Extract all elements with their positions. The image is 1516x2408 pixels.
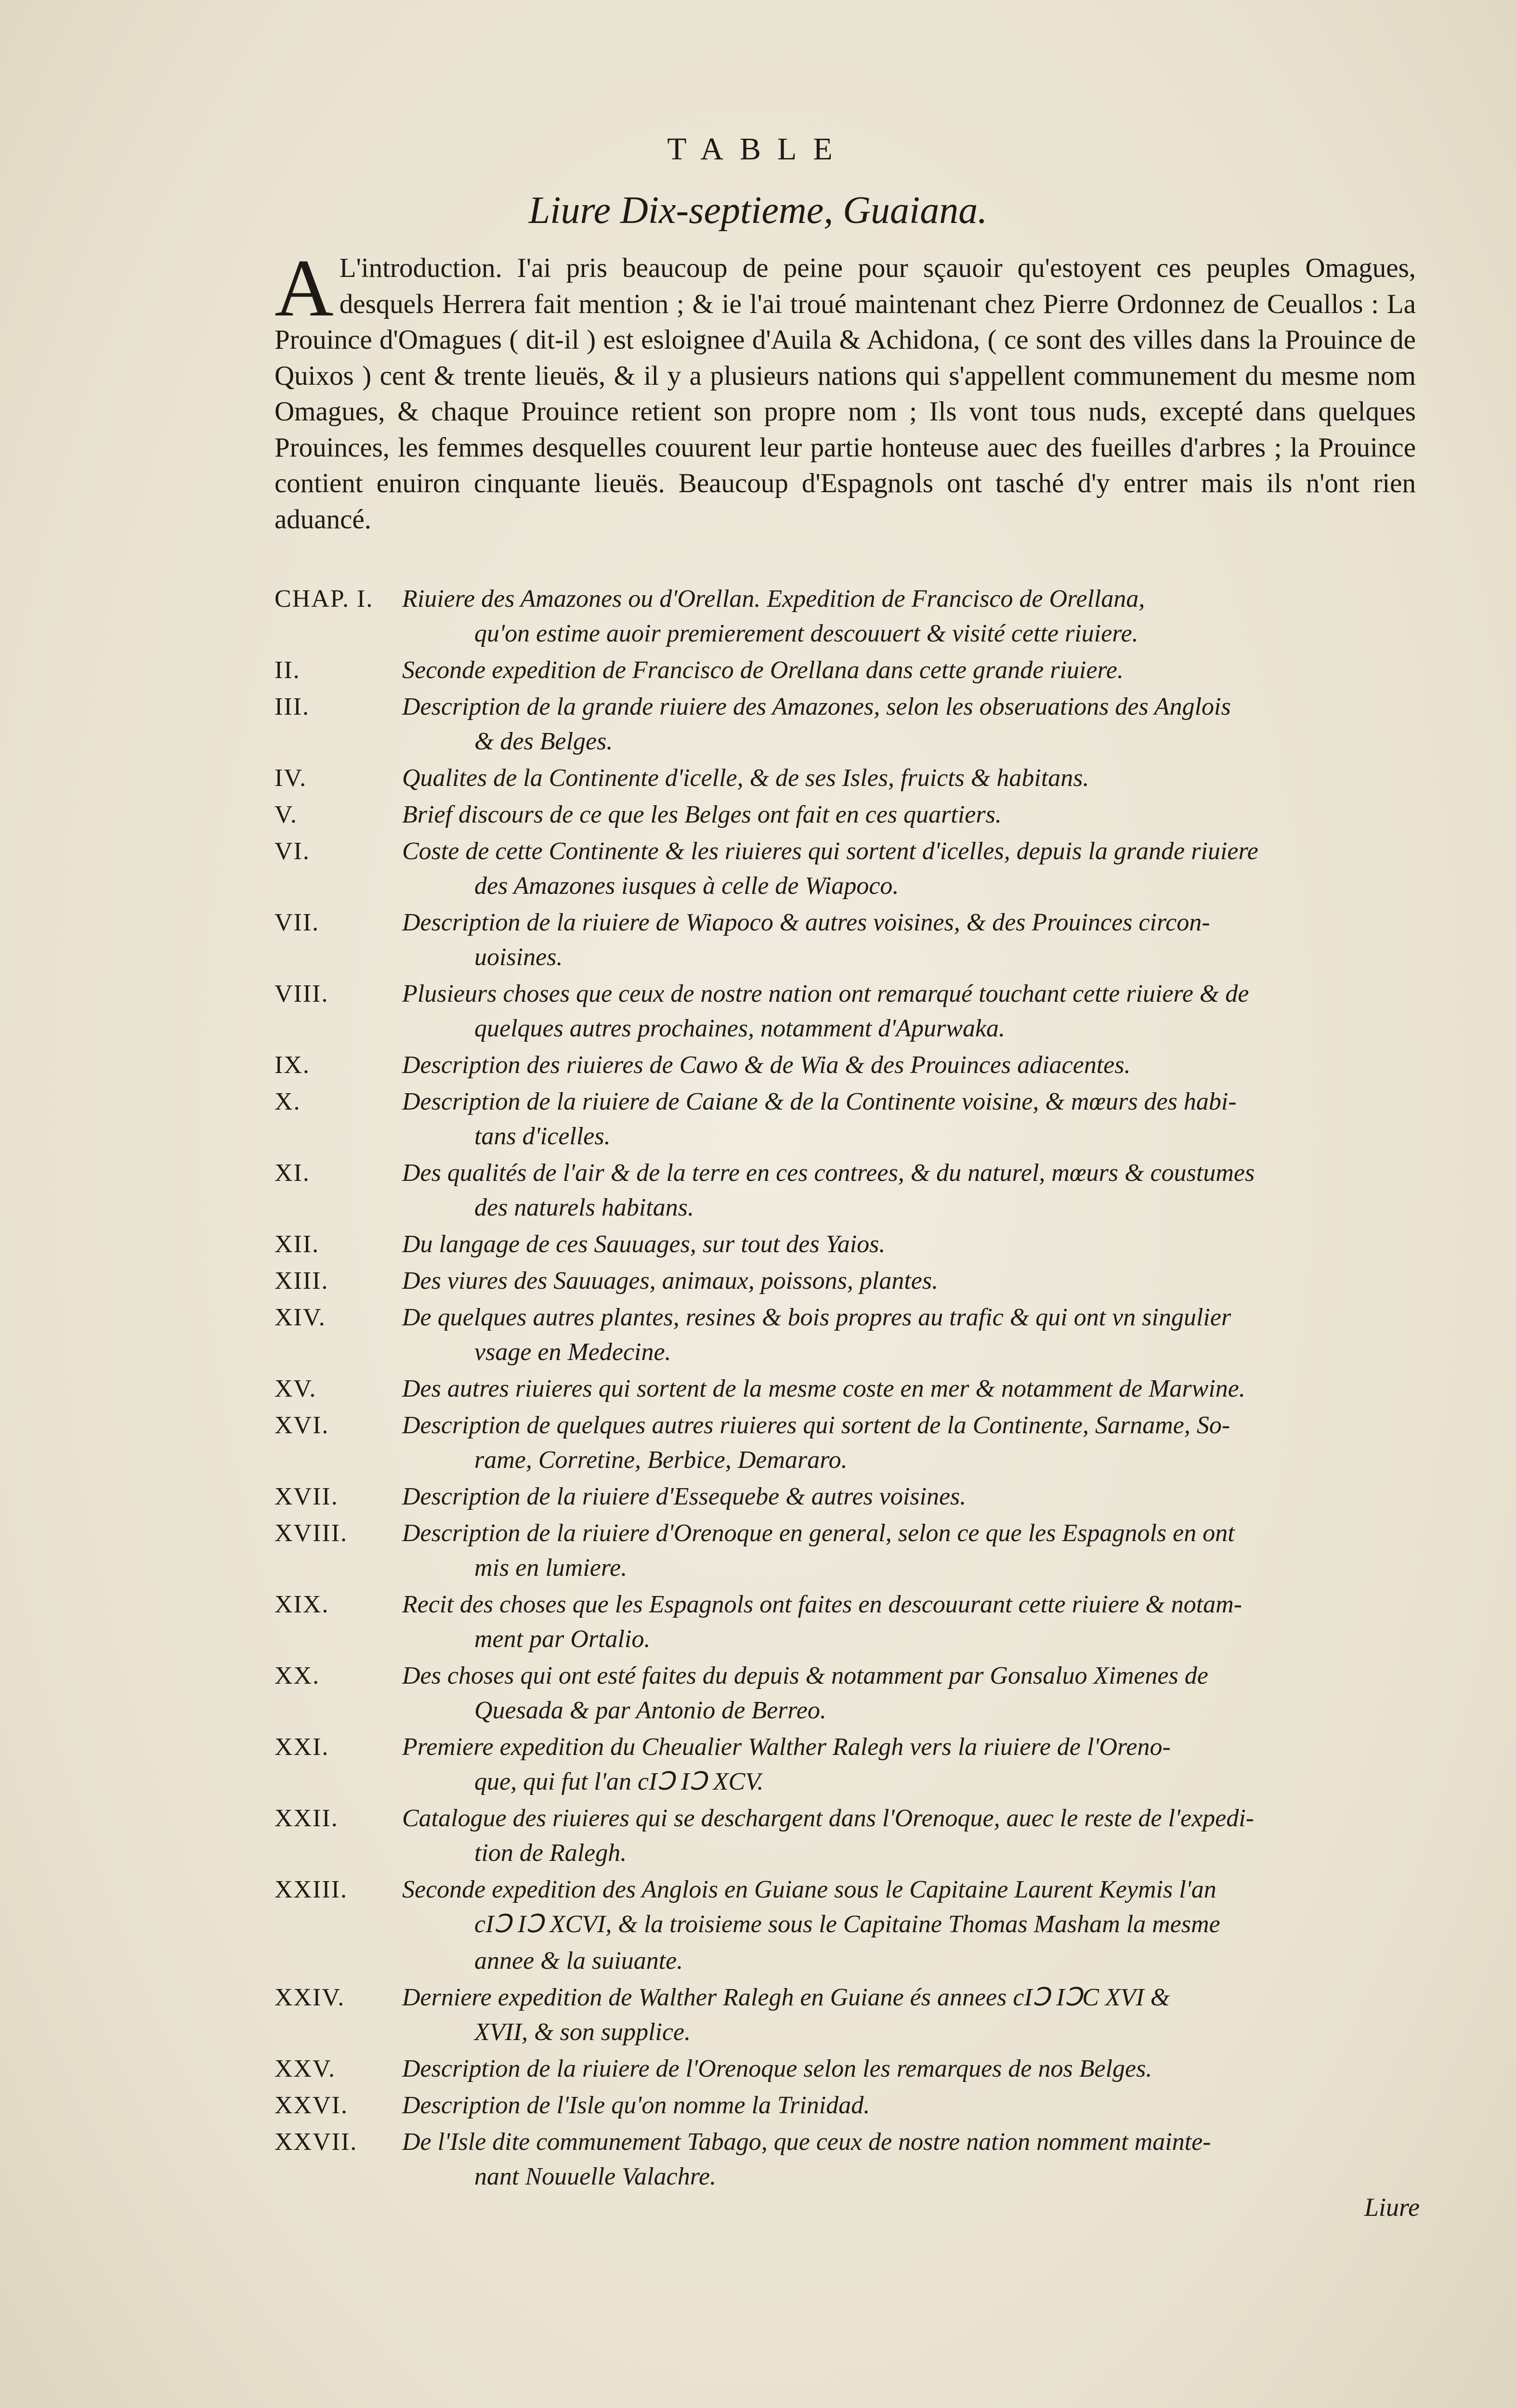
chapter-title-line: Des viures des Sauuages, animaux, poissons, plantes. xyxy=(402,1267,939,1295)
chapter-number: XIII. xyxy=(274,1267,329,1295)
chapter-number: IX. xyxy=(274,1051,310,1079)
chapter-number: IV. xyxy=(274,764,307,792)
chapter-number: XIV. xyxy=(274,1304,326,1331)
chapter-title-line: Brief discours de ce que les Belges ont fait en ces quartiers. xyxy=(402,801,1002,828)
chapter-number: XXVI. xyxy=(274,2092,348,2119)
chapter-number: VIII. xyxy=(274,980,329,1008)
chapter-title-continuation: des Amazones iusques à celle de Wiapoco. xyxy=(474,872,899,900)
chapter-title-line: Plusieurs choses que ceux de nostre nation ont remarqué touchant cette riuiere & de xyxy=(402,980,1249,1008)
chapter-number: XIX. xyxy=(274,1591,329,1618)
chapter-entry xyxy=(274,1801,1416,1871)
chapter-entry xyxy=(274,1980,1416,2050)
chapter-title-line: Description de la riuiere de Caiane & de la Continente voisine, & mœurs des habi- xyxy=(402,1088,1237,1115)
chapter-number: CHAP. I. xyxy=(274,585,374,613)
introduction-text: L'introduction. I'ai pris beaucoup de peine pour sçauoir qu'estoyent ces peuples Omagues, desquels Herrera fait mention ; & ie l'ai troué maintenant chez Pierre Ordonnez de Ceuallos : La Prouince d'Omagues ( dit-il ) est esloignee d'Auila & Achidona, ( ce sont des villes dans la Prouince de Quixos ) cent & trente lieuës, & il y a plusieurs nations qui s'appellent communement du mesme nom Omagues, & chaque Prouince retient son propre nom ; Ils vont tous nuds, excepté dans quelques Prouinces, les femmes desquelles couurent leur partie honteuse auec des fueilles d'arbres ; la Prouince contient enuiron cinquante lieuës. Beaucoup d'Espagnols ont tasché d'y entrer mais ils n'ont rien aduancé. xyxy=(274,253,1416,535)
chapter-number: XXIII. xyxy=(274,1876,348,1903)
chapter-entry xyxy=(274,1156,1416,1225)
chapter-title-line: De l'Isle dite communement Tabago, que ceux de nostre nation nomment mainte- xyxy=(402,2128,1211,2156)
chapter-number: XI. xyxy=(274,1159,310,1187)
chapter-title-continuation: vsage en Medecine. xyxy=(474,1338,671,1366)
chapter-number: II. xyxy=(274,656,301,684)
chapter-entry xyxy=(274,2125,1416,2194)
chapter-entry xyxy=(274,1730,1416,1799)
chapter-number: XVI. xyxy=(274,1412,329,1439)
chapter-title-line: Recit des choses que les Espagnols ont faites en descouurant cette riuiere & notam- xyxy=(402,1591,1242,1618)
chapter-title-continuation: rame, Corretine, Berbice, Demararo. xyxy=(474,1446,848,1474)
chapter-number: X. xyxy=(274,1088,301,1115)
chapter-entry xyxy=(274,977,1416,1046)
chapter-title-continuation: que, qui fut l'an cIↃ IↃ XCV. xyxy=(474,1768,764,1795)
chapter-entry xyxy=(274,1372,1416,1406)
book-title: Liure Dix-septieme, Guaiana. xyxy=(528,189,988,232)
chapter-title-line: Description de la grande riuiere des Amazones, selon les obseruations des Anglois xyxy=(402,693,1231,720)
chapter-title-continuation: ment par Ortalio. xyxy=(474,1625,651,1653)
chapter-number: V. xyxy=(274,801,298,828)
chapter-entry xyxy=(274,1479,1416,1514)
chapter-title-line: Riuiere des Amazones ou d'Orellan. Expedition de Francisco de Orellana, xyxy=(402,585,1145,613)
chapter-title-continuation: cIↃ IↃ XCVI, & la troisieme sous le Capitaine Thomas Masham la mesme xyxy=(474,1911,1220,1938)
chapter-title-continuation: nant Nouuelle Valachre. xyxy=(474,2163,717,2190)
chapter-entry xyxy=(274,1408,1416,1478)
chapter-title-line: Des choses qui ont esté faites du depuis & notamment par Gonsaluo Ximenes de xyxy=(402,1662,1208,1689)
chapter-title-line: Des autres riuieres qui sortent de la mesme coste en mer & notamment de Marwine. xyxy=(402,1375,1245,1402)
chapter-title-continuation: XVII, & son supplice. xyxy=(474,2018,691,2046)
chapter-title-line: Description de quelques autres riuieres qui sortent de la Continente, Sarname, So- xyxy=(402,1412,1230,1439)
chapter-title-line: Description de l'Isle qu'on nomme la Trinidad. xyxy=(402,2092,870,2119)
chapter-title-line: Du langage de ces Sauuages, sur tout des Yaios. xyxy=(402,1230,886,1258)
chapter-entry xyxy=(274,690,1416,759)
chapter-title-continuation: Quesada & par Antonio de Berreo. xyxy=(474,1697,826,1724)
chapter-number: XV. xyxy=(274,1375,317,1402)
catchword: Liure xyxy=(1364,2193,1420,2222)
chapter-title-continuation: qu'on estime auoir premierement descouuert & visité cette riuiere. xyxy=(474,620,1138,647)
chapter-entry xyxy=(274,1872,1416,1942)
chapter-entry xyxy=(274,1659,1416,1728)
chapter-entry xyxy=(274,1227,1416,1262)
drop-cap-initial: A xyxy=(274,243,334,333)
chapter-title-line: Seconde expedition des Anglois en Guiane sous le Capitaine Laurent Keymis l'an xyxy=(402,1876,1216,1903)
chapter-entry xyxy=(274,1944,1416,1978)
chapter-title-continuation: uoisines. xyxy=(474,943,563,971)
chapter-entry xyxy=(274,798,1416,832)
chapter-title-line: Derniere expedition de Walther Ralegh en Guiane és annees cIↃ IↃC XVI & xyxy=(402,1984,1170,2011)
chapter-entry xyxy=(274,905,1416,975)
chapter-title-continuation: quelques autres prochaines, notamment d'Apurwaka. xyxy=(474,1015,1006,1042)
chapter-title-line: Coste de cette Continente & les riuieres qui sortent d'icelles, depuis la grande riuiere xyxy=(402,838,1258,865)
chapter-entry xyxy=(274,1587,1416,1657)
chapter-entry xyxy=(274,1085,1416,1154)
chapter-number: XII. xyxy=(274,1230,320,1258)
chapter-entry xyxy=(274,1300,1416,1370)
chapter-title-line: De quelques autres plantes, resines & bois propres au trafic & qui ont vn singulier xyxy=(402,1304,1231,1331)
introduction-paragraph xyxy=(274,243,1416,537)
chapter-number: XXV. xyxy=(274,2055,336,2082)
chapter-number: XXI. xyxy=(274,1733,329,1761)
chapter-entry xyxy=(274,1516,1416,1585)
chapter-entry xyxy=(274,761,1416,796)
chapter-entry xyxy=(274,834,1416,903)
chapter-title-continuation: tion de Ralegh. xyxy=(474,1839,627,1867)
chapter-title-continuation: des naturels habitans. xyxy=(474,1194,694,1221)
chapter-number: VII. xyxy=(274,909,320,936)
chapter-entry xyxy=(274,2088,1416,2123)
chapter-title-line: Catalogue des riuieres qui se deschargent dans l'Orenoque, auec le reste de l'expedi- xyxy=(402,1805,1255,1832)
chapter-entry xyxy=(274,653,1416,688)
running-head: TABLE xyxy=(667,131,849,167)
chapter-title-line: Description de la riuiere d'Orenoque en general, selon ce que les Espagnols en ont xyxy=(402,1519,1235,1547)
chapter-title-line: Description de la riuiere de Wiapoco & autres voisines, & des Prouinces circon- xyxy=(402,909,1210,936)
chapter-title-continuation: & des Belges. xyxy=(474,728,613,755)
chapter-title-line: Seconde expedition de Francisco de Orellana dans cette grande riuiere. xyxy=(402,656,1124,684)
chapter-number: III. xyxy=(274,693,310,720)
chapter-entry xyxy=(274,1048,1416,1083)
chapter-number: XXIV. xyxy=(274,1984,345,2011)
chapter-number: XX. xyxy=(274,1662,320,1689)
chapter-entry xyxy=(274,1264,1416,1298)
chapter-title-line: Qualites de la Continente d'icelle, & de ses Isles, fruicts & habitans. xyxy=(402,764,1089,792)
chapter-title-line: Premiere expedition du Cheualier Walther Ralegh vers la riuiere de l'Oreno- xyxy=(402,1733,1171,1761)
chapter-title-line: Des qualités de l'air & de la terre en ces contrees, & du naturel, mœurs & coustumes xyxy=(402,1159,1255,1187)
chapter-number: XXVII. xyxy=(274,2128,358,2156)
chapter-number: XVIII. xyxy=(274,1519,348,1547)
chapter-title-line: Description des riuieres de Cawo & de Wia & des Prouinces adiacentes. xyxy=(402,1051,1131,1079)
chapter-number: VI. xyxy=(274,838,310,865)
chapter-list xyxy=(274,582,1416,2196)
chapter-entry xyxy=(274,582,1416,651)
chapter-number: XXII. xyxy=(274,1805,339,1832)
chapter-title-line: Description de la riuiere de l'Orenoque selon les remarques de nos Belges. xyxy=(402,2055,1152,2082)
chapter-title-line: Description de la riuiere d'Essequebe & autres voisines. xyxy=(402,1483,967,1510)
chapter-number: XVII. xyxy=(274,1483,339,1510)
chapter-entry xyxy=(274,2052,1416,2086)
chapter-title-continuation: mis en lumiere. xyxy=(474,1554,627,1582)
chapter-title-continuation: tans d'icelles. xyxy=(474,1123,611,1150)
chapter-title-continuation: annee & la suiuante. xyxy=(474,1947,683,1975)
